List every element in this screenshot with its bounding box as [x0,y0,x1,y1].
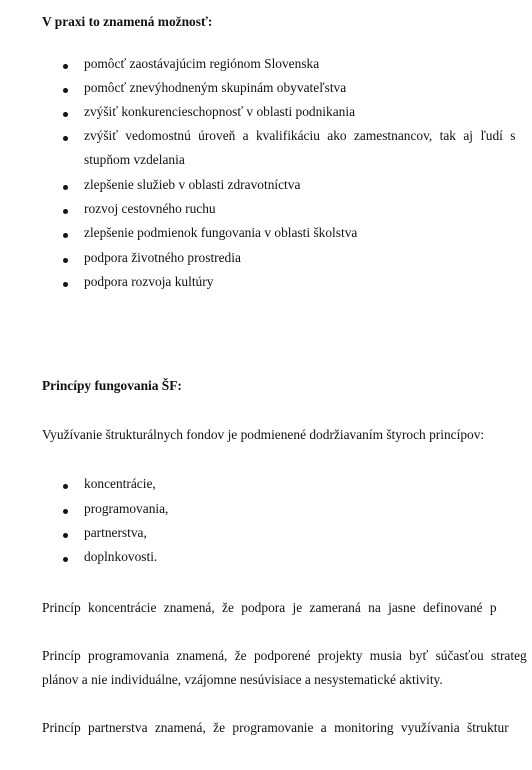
section-heading-practice: V praxi to znamená možnosť: [42,14,213,29]
list-item-text: podpora životného prostredia [84,250,241,265]
list-item-text: rozvoj cestovného ruchu [84,201,216,216]
paragraph-partnership: Princíp partnerstva znamená, že programovanie a monitoring využívania štruktur [42,720,509,735]
paragraph-programming-line1: Princíp programovania znamená, že podporené projekty musia byť súčasťou strateg [42,648,527,663]
bullet-icon [63,88,68,93]
bullet-icon [63,282,68,287]
list-item-text: programovania, [84,501,169,516]
bullet-icon [63,509,68,514]
bullet-icon [63,185,68,190]
bullet-icon [63,233,68,238]
bullet-icon [63,557,68,562]
list-item-text-continuation: stupňom vzdelania [84,152,185,167]
bullet-icon [63,209,68,214]
bullet-icon [63,533,68,538]
list-item-text: koncentrácie, [84,476,156,491]
section-heading-principles: Princípy fungovania ŠF: [42,378,182,393]
principles-intro: Využívanie štrukturálnych fondov je podmienené dodržiavaním štyroch princípov: [42,427,485,442]
paragraph-programming-line2: plánov a nie individuálne, vzájomne nesúvisiace a nesystematické aktivity. [42,672,443,687]
list-item-text: zvýšiť konkurencieschopnosť v oblasti podnikania [84,104,356,119]
list-item-text: zlepšenie podmienok fungovania v oblasti školstva [84,225,358,240]
bullet-icon [63,484,68,489]
list-item-text: doplnkovosti. [84,549,158,564]
list-item-text: pomôcť znevýhodneným skupinám obyvateľstva [84,80,347,95]
list-item-text: zlepšenie služieb v oblasti zdravotníctva [84,177,301,192]
bullet-icon [63,112,68,117]
bullet-icon [63,258,68,263]
list-item-text: podpora rozvoja kultúry [84,274,214,289]
bullet-icon [63,64,68,69]
list-item-text: zvýšiť vedomostnú úroveň a kvalifikáciu ako zamestnancov, tak aj ľudí s [84,128,516,143]
paragraph-concentration: Princíp koncentrácie znamená, že podpora je zameraná na jasne definované p [42,600,497,615]
list-item-text: pomôcť zaostávajúcim regiónom Slovenska [84,56,320,71]
bullet-icon [63,136,68,141]
list-item-text: partnerstva, [84,525,147,540]
